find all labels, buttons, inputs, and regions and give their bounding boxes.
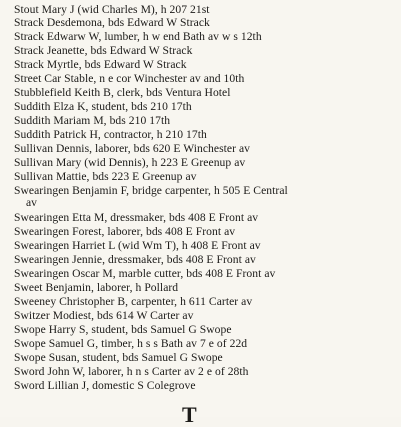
directory-entry: Suddith Patrick H, contractor, h 210 17th bbox=[14, 128, 207, 141]
directory-entry: Strack Myrtle, bds Edward W Strack bbox=[14, 58, 187, 71]
directory-entry: Swearingen Harriet L (wid Wm T), h 408 E Front av bbox=[14, 239, 261, 252]
directory-entry: Swearingen Oscar M, marble cutter, bds 408 E Front av bbox=[14, 267, 276, 280]
directory-entry: Swope Harry S, student, bds Samuel G Swope bbox=[14, 323, 232, 336]
directory-entry: Strack Edwarw W, lumber, h w end Bath av w s 12th bbox=[14, 30, 262, 43]
directory-entry: Swope Susan, student, bds Samuel G Swope bbox=[14, 351, 223, 364]
directory-entry: Sullivan Dennis, laborer, bds 620 E Winchester av bbox=[14, 142, 251, 155]
directory-entry: Strack Desdemona, bds Edward W Strack bbox=[14, 16, 210, 29]
directory-entry: Sweet Benjamin, laborer, h Pollard bbox=[14, 281, 179, 294]
directory-entry: Strack Jeanette, bds Edward W Strack bbox=[14, 44, 193, 57]
directory-entry: Sullivan Mattie, bds 223 E Greenup av bbox=[14, 170, 197, 183]
directory-entry: Stubblefield Keith B, clerk, bds Ventura Hotel bbox=[14, 86, 231, 99]
entry-continuation: av bbox=[26, 196, 37, 209]
directory-entry: Switzer Modiest, bds 614 W Carter av bbox=[14, 309, 194, 322]
directory-entry: Swearingen Benjamin F, bridge carpenter, h 505 E Central bbox=[14, 184, 288, 197]
directory-entry: Suddith Elza K, student, bds 210 17th bbox=[14, 100, 192, 113]
directory-entry: Sweeney Christopher B, carpenter, h 611 Carter av bbox=[14, 295, 253, 308]
directory-entry: Swearingen Etta M, dressmaker, bds 408 E Front av bbox=[14, 211, 259, 224]
directory-entry: Swearingen Forest, laborer, bds 408 E Front av bbox=[14, 225, 236, 238]
directory-entry: Sullivan Mary (wid Dennis), h 223 E Greenup av bbox=[14, 156, 246, 169]
directory-entry: Street Car Stable, n e cor Winchester av and 10th bbox=[14, 72, 245, 85]
directory-entry: Swope Samuel G, timber, h s s Bath av 7 e of 22d bbox=[14, 337, 248, 350]
directory-entry: Sword Lillian J, domestic S Colegrove bbox=[14, 379, 196, 392]
directory-entry: Suddith Mariam M, bds 210 17th bbox=[14, 114, 171, 127]
directory-entry: Sword John W, laborer, h n s Carter av 2 e of 28th bbox=[14, 365, 249, 378]
directory-entry: Stout Mary J (wid Charles M), h 207 21st bbox=[14, 3, 210, 16]
section-letter-heading: T bbox=[182, 402, 197, 427]
directory-entry: Swearingen Jennie, dressmaker, bds 408 E Front av bbox=[14, 253, 256, 266]
